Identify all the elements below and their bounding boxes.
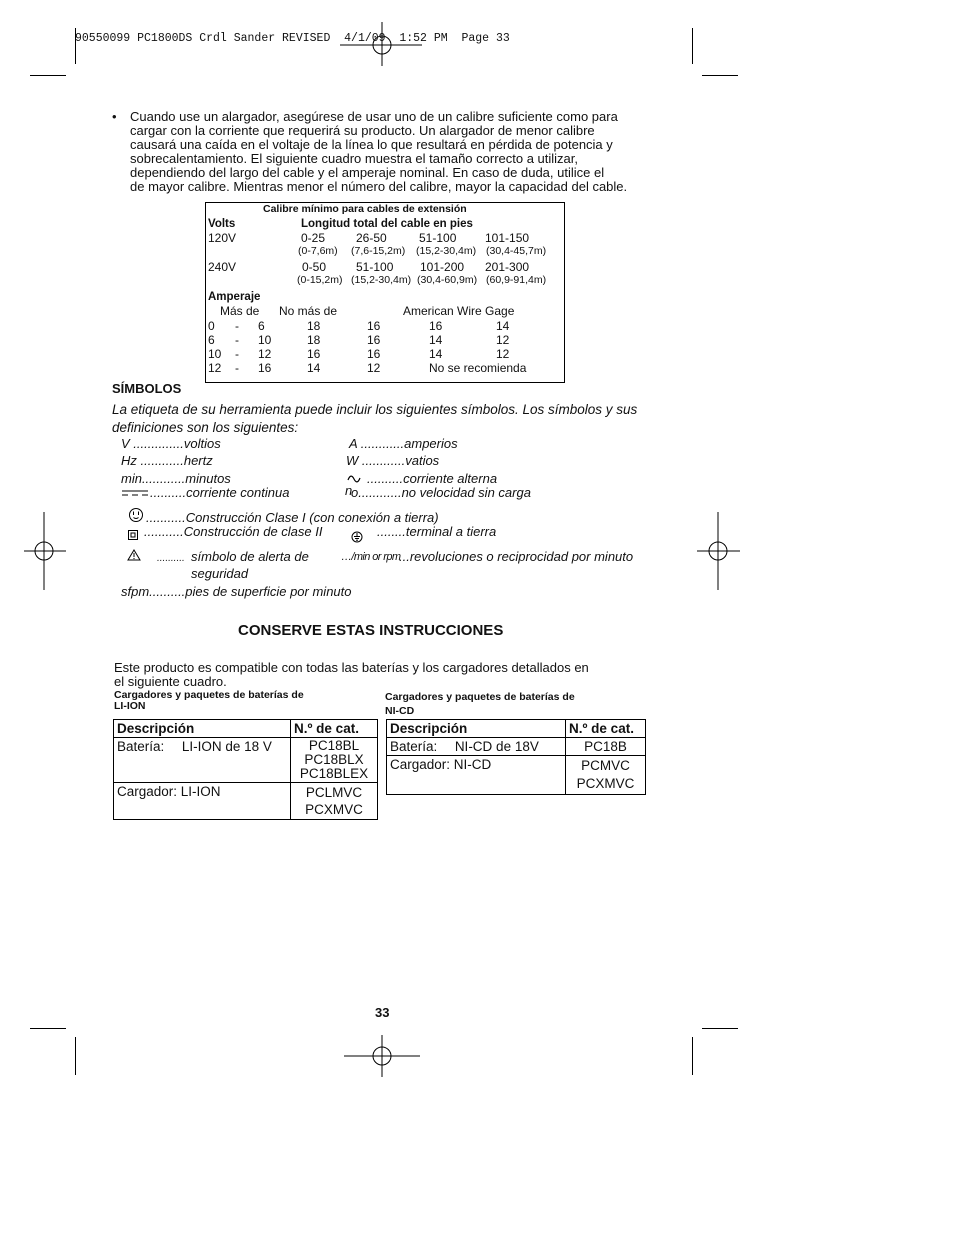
- battery-cat-numbers: [291, 738, 378, 783]
- symbol-earth: ........terminal a tierra: [377, 524, 497, 539]
- battery-description: [387, 738, 566, 756]
- compat-line: Este producto es compatible con todas las baterías y los cargadores detallados en: [114, 660, 589, 675]
- symbol-no-load: o............no velocidad sin carga: [351, 485, 531, 500]
- amp-dash: -: [235, 333, 239, 347]
- symbol-w: W ............vatios: [346, 453, 440, 468]
- meters-cell: (7,6-15,2m): [351, 245, 406, 257]
- battery-label: Batería:: [117, 739, 165, 754]
- amp-max: 10: [258, 333, 272, 347]
- earth-terminal-icon: [351, 531, 363, 543]
- col-cat-no: N.º de cat.: [291, 720, 378, 738]
- intro-line: Cuando use un alargador, asegúrese de usar uno de un calibre suficiente como para: [130, 109, 618, 124]
- length-label: Longitud total del cable en pies: [301, 218, 473, 230]
- cat-number: PCMVC: [581, 758, 630, 773]
- symbol-min: min............minutos: [121, 471, 231, 486]
- battery-cat-number: PC18B: [566, 738, 646, 756]
- gauge-cell: 14: [496, 319, 510, 333]
- liion-caption: [114, 690, 304, 712]
- symbols-intro-line: definiciones son los siguientes:: [112, 420, 299, 435]
- gauge-cell: 12: [367, 361, 381, 375]
- amp-dash: -: [235, 347, 239, 361]
- table-row: [114, 783, 378, 820]
- range-cell: 51-100: [419, 231, 457, 245]
- meters-cell: (30,4-45,7m): [486, 245, 547, 257]
- amp-min: 12: [208, 361, 222, 375]
- range-cell: 0-25: [301, 231, 326, 245]
- symbol-hz: Hz ............hertz: [121, 453, 213, 468]
- intro-line: dependiendo del largo del cable y el amperaje nominal. En caso de duda, utilice el: [130, 165, 605, 180]
- cat-number: PC18BL: [308, 738, 360, 753]
- gauge-cell: 16: [429, 319, 443, 333]
- bullet: •: [112, 109, 117, 124]
- conserve-heading: CONSERVE ESTAS INSTRUCCIONES: [238, 622, 504, 639]
- class-2-double-square-icon: [128, 530, 139, 541]
- gauge-table-title: Calibre mínimo para cables de extensión: [263, 203, 467, 215]
- symbols-heading: SÍMBOLOS: [112, 381, 182, 396]
- symbol-class-2: ...........Construcción de clase II: [144, 524, 323, 539]
- gauge-cell: 14: [307, 361, 321, 375]
- meters-cell: (0-15,2m): [297, 274, 343, 286]
- symbol-sfpm: sfpm..........pies de superficie por minuto: [121, 584, 352, 599]
- intro-line: de mayor calibre. Mientras menor el número del calibre, mayor la capacidad del cable.: [130, 179, 628, 194]
- meters-cell: (60,9-91,4m): [486, 274, 547, 286]
- col-description: Descripción: [387, 720, 566, 738]
- caption-line: LI-ION: [114, 700, 146, 712]
- intro-line: cargar con la corriente que requerirá su producto. Un alargador de menor calibre: [130, 123, 595, 138]
- symbol-ac: ..........corriente alterna: [367, 471, 498, 486]
- direct-current-icon: [121, 489, 149, 497]
- col-description: Descripción: [114, 720, 291, 738]
- range-cell: 51-100: [356, 260, 394, 274]
- cat-number: PCXMVC: [305, 802, 363, 817]
- range-cell: 26-50: [356, 231, 387, 245]
- amp-min: 0: [208, 319, 215, 333]
- gauge-cell: 16: [367, 333, 381, 347]
- charger-description: Cargador: LI-ION: [114, 783, 291, 820]
- symbols-intro-line: La etiqueta de su herramienta puede incluir los siguientes símbolos. Los símbolos y sus: [112, 402, 638, 417]
- not-recommended: No se recomienda: [429, 361, 527, 375]
- compat-line: el siguiente cuadro.: [114, 674, 227, 689]
- intro-paragraph: [130, 110, 690, 194]
- intro-line: causará una caída en el voltaje de la línea lo que resultará en pérdida de potencia y: [130, 137, 613, 152]
- v240-label: 240V: [208, 260, 237, 274]
- caption-line: NI-CD: [385, 705, 415, 717]
- gauge-cell: 16: [307, 347, 321, 361]
- no-more-than-label: No más de: [279, 304, 338, 318]
- print-slug: 90550099 PC1800DS Crdl Sander REVISED 4/1/09 1:52 PM Page 33: [75, 32, 510, 45]
- volts-label: Volts: [208, 218, 236, 230]
- symbol-dc: ..........corriente continua: [150, 485, 290, 500]
- table-row: [114, 738, 378, 783]
- table-header-row: [114, 720, 378, 738]
- gauge-table: [205, 202, 565, 383]
- symbol-v: V ..............voltios: [121, 436, 221, 451]
- gauge-cell: 12: [496, 347, 510, 361]
- symbol-alert: símbolo de alerta de: [191, 549, 309, 564]
- rpm-icon: …/min or rpm: [341, 551, 401, 563]
- table-header-row: [387, 720, 646, 738]
- cat-number: PCLMVC: [305, 785, 363, 800]
- range-cell: 0-50: [302, 260, 327, 274]
- caption-line: Cargadores y paquetes de baterías de: [114, 689, 304, 701]
- compat-paragraph: [114, 661, 589, 689]
- class-1-ground-icon: [128, 507, 144, 523]
- range-cell: 201-300: [485, 260, 530, 274]
- page-number: 33: [375, 1005, 390, 1020]
- amperage-label: Amperaje: [208, 291, 261, 303]
- battery-type: NI-CD de 18V: [454, 739, 539, 754]
- gauge-cell: 18: [307, 333, 321, 347]
- battery-description: [114, 738, 291, 783]
- alert-dots: ..........: [157, 553, 185, 564]
- charger-description: Cargador: NI-CD: [387, 756, 566, 795]
- meters-cell: (15,2-30,4m): [351, 274, 412, 286]
- gauge-cell: 14: [429, 333, 443, 347]
- cat-number: PC18BLX: [304, 752, 364, 767]
- symbols-intro: [112, 401, 637, 437]
- nicd-table: [386, 719, 646, 795]
- table-row: [387, 756, 646, 795]
- amp-min: 6: [208, 333, 215, 347]
- symbol-a: A ............amperios: [349, 436, 458, 451]
- amp-max: 16: [258, 361, 272, 375]
- no-load-speed-icon: n: [345, 483, 353, 498]
- awg-label: American Wire Gage: [403, 304, 515, 318]
- gauge-cell: 18: [307, 319, 321, 333]
- col-cat-no: N.º de cat.: [566, 720, 646, 738]
- amp-max: 12: [258, 347, 272, 361]
- amp-dash: -: [235, 319, 239, 333]
- charger-cat-numbers: [291, 783, 378, 820]
- intro-line: sobrecalentamiento. El siguiente cuadro muestra el tamaño correcto a utilizar,: [130, 151, 579, 166]
- meters-cell: (0-7,6m): [298, 245, 338, 257]
- meters-cell: (15,2-30,4m): [416, 245, 477, 257]
- meters-cell: (30,4-60,9m): [417, 274, 478, 286]
- amp-dash: -: [235, 361, 239, 375]
- amp-max: 6: [258, 319, 265, 333]
- table-row: [387, 738, 646, 756]
- symbol-rpm: ...revoluciones o reciprocidad por minuto: [399, 549, 634, 564]
- gauge-cell: 16: [367, 347, 381, 361]
- amp-min: 10: [208, 347, 222, 361]
- caption-line: Cargadores y paquetes de baterías de: [385, 691, 575, 703]
- battery-label: Batería:: [390, 739, 438, 754]
- gauge-cell: 16: [367, 319, 381, 333]
- safety-alert-icon: [127, 549, 141, 561]
- battery-type: LI-ION de 18 V: [181, 739, 272, 754]
- symbol-alert-line2: seguridad: [191, 566, 249, 581]
- liion-table: [113, 719, 378, 820]
- gauge-cell: 14: [429, 347, 443, 361]
- cat-number: PC18BLEX: [299, 766, 369, 781]
- range-cell: 101-150: [485, 231, 530, 245]
- nicd-caption: [385, 690, 575, 718]
- range-cell: 101-200: [420, 260, 465, 274]
- symbol-class-1: ...........Construcción Clase I (con conexión a tierra): [146, 510, 439, 525]
- charger-cat-numbers: [566, 756, 646, 795]
- more-than-label: Más de: [220, 304, 260, 318]
- gauge-cell: 12: [496, 333, 510, 347]
- cat-number: PCXMVC: [576, 776, 635, 791]
- v120-label: 120V: [208, 231, 237, 245]
